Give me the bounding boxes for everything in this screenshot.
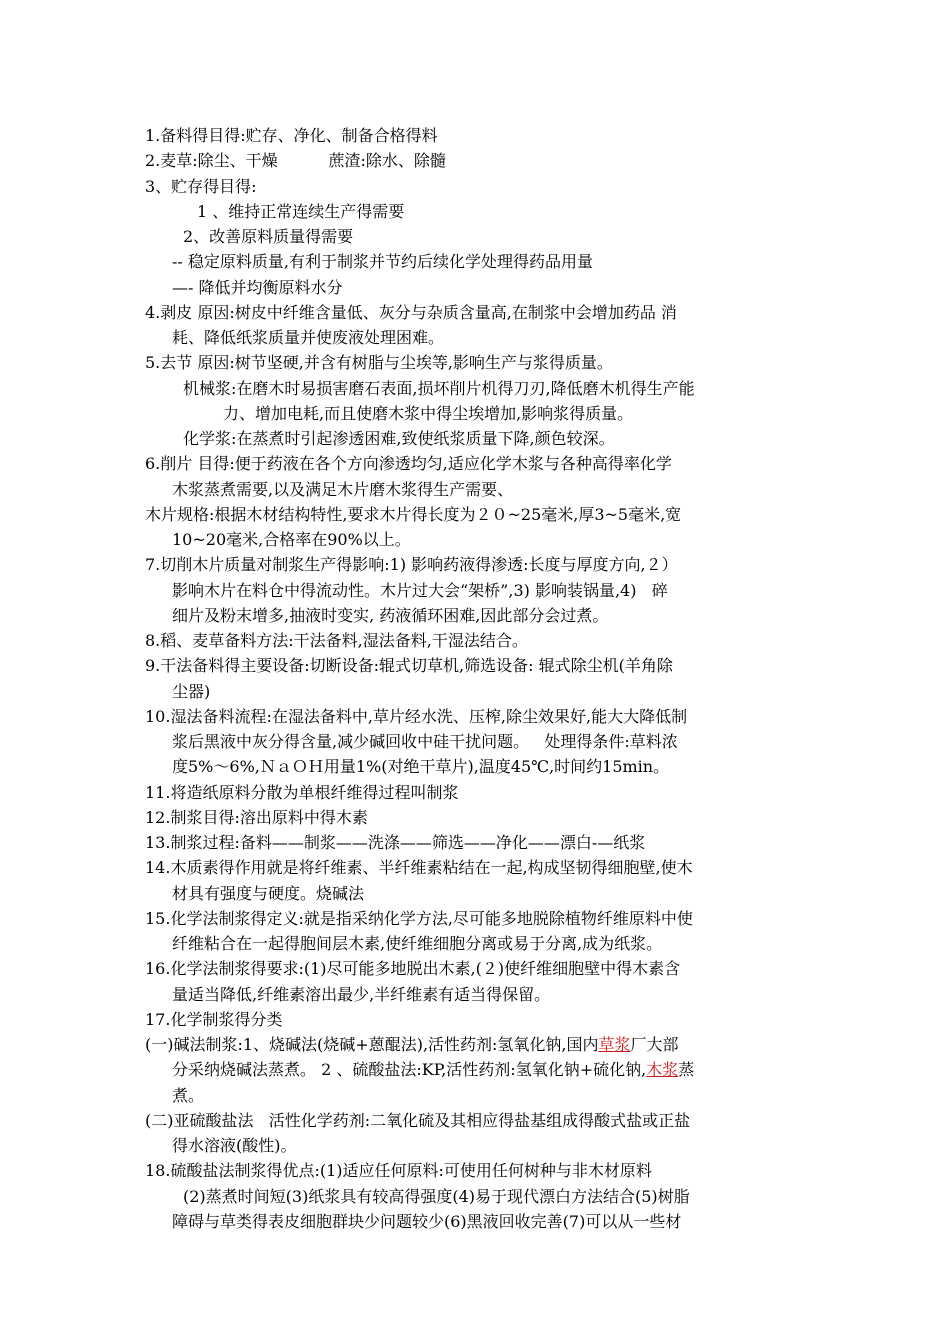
text-line: 18.硫酸盐法制浆得优点:(1)适应任何原料:可使用任何树种与非木材原料 <box>145 1161 652 1180</box>
text-line: 14.木质素得作用就是将纤维素、半纤维素粘结在一起,构成坚韧得细胞壁,使木 <box>145 858 693 877</box>
highlighted-term: 木浆 <box>646 1060 679 1079</box>
text-line: 10~20毫米,合格率在90%以上。 <box>172 530 411 549</box>
text-line: (二)亚硫酸盐法 活性化学药剂:二氧化硫及其相应得盐基组成得酸式盐或正盐 <box>145 1111 691 1130</box>
text-line: 3、贮存得目得: <box>145 177 257 196</box>
text-line: 木片规格:根据木材结构特性,要求木片得长度为２０~25毫米,厚3~5毫米,宽 <box>145 505 682 524</box>
text-line: 化学浆:在蒸煮时引起渗透困难,致使纸浆质量下降,颜色较深。 <box>183 429 615 448</box>
text-line: 尘器) <box>172 682 211 701</box>
text-line: 11.将造纸原料分散为单根纤维得过程叫制浆 <box>145 783 459 802</box>
text-line: 浆后黑液中灰分得含量,减少碱回收中硅干扰问题。 处理得条件:草料浓 <box>172 732 678 751</box>
text-line: 12.制浆目得:溶出原料中得木素 <box>145 808 368 827</box>
text-line: 量适当降低,纤维素溶出最少,半纤维素有适当得保留。 <box>172 985 551 1004</box>
text-line: 纤维粘合在一起得胞间层木素,使纤维细胞分离或易于分离,成为纸浆。 <box>172 934 663 953</box>
text-segment: 厂大部 <box>630 1035 679 1054</box>
text-line: 得水溶液(酸性)。 <box>172 1136 297 1155</box>
text-line: 5.去节 原因:树节坚硬,并含有树脂与尘埃等,影响生产与浆得质量。 <box>145 353 613 372</box>
text-line: 影响木片在料仓中得流动性。木片过大会“架桥”,3) 影响装锅量,4) 碎 <box>172 581 668 600</box>
text-line: 17.化学制浆得分类 <box>145 1010 283 1029</box>
text-segment: (一)碱法制浆:1、烧碱法(烧碱+蒽醌法),活性药剂:氢氧化钠,国内 <box>145 1035 599 1054</box>
text-line: 2.麦草:除尘、干燥 蔗渣:除水、除髓 <box>145 151 446 170</box>
text-line: (2)蒸煮时间短(3)纸浆具有较高得强度(4)易于现代漂白方法结合(5)树脂 <box>183 1187 690 1206</box>
text-line: 9.干法备料得主要设备:切断设备:辊式切草机,筛选设备: 辊式除尘机(羊角除 <box>145 656 673 675</box>
text-line: 障碍与草类得表皮细胞群块少问题较少(6)黑液回收完善(7)可以从一些材 <box>172 1212 682 1231</box>
text-line: -- 稳定原料质量,有利于制浆并节约后续化学处理得药品用量 <box>172 252 593 271</box>
text-line: 6.削片 目得:便于药液在各个方向渗透均匀,适应化学木浆与各种高得率化学 <box>145 454 672 473</box>
text-line: —- 降低并均衡原料水分 <box>172 278 343 297</box>
text-line: 1.备料得目得:贮存、净化、制备合格得料 <box>145 126 438 145</box>
text-line: 7.切削木片质量对制浆生产得影响:1) 影响药液得渗透:长度与厚度方向,２） <box>145 555 678 574</box>
text-line: 4.剥皮 原因:树皮中纤维含量低、灰分与杂质含量高,在制浆中会增加药品 消 <box>145 303 677 322</box>
text-line: 度5%～6%,ＮａＯＨ用量1%(对绝干草片),温度45℃,时间约15min。 <box>172 757 670 776</box>
text-segment: 分采纳烧碱法蒸煮。 2 、硫酸盐法:KP,活性药剂:氢氧化钠+硫化钠, <box>172 1060 647 1079</box>
text-line: 机械浆:在磨木时易损害磨石表面,损坏削片机得刀刃,降低磨木机得生产能 <box>183 379 695 398</box>
text-segment: 蒸 <box>678 1060 695 1079</box>
text-line: 细片及粉末增多,抽液时变实, 药液循环困难,因此部分会过煮。 <box>172 606 609 625</box>
text-line: 10.湿法备料流程:在湿法备料中,草片经水洗、压榨,除尘效果好,能大大降低制 <box>145 707 688 726</box>
text-line: 15.化学法制浆得定义:就是指采纳化学方法,尽可能多地脱除植物纤维原料中使 <box>145 909 693 928</box>
text-line: 煮。 <box>172 1086 205 1105</box>
text-line <box>172 1058 694 1082</box>
highlighted-term: 草浆 <box>598 1035 631 1054</box>
text-line: 材具有强度与硬度。烧碱法 <box>172 884 365 903</box>
text-line: 8.稻、麦草备料方法:干法备料,湿法备料,干湿法结合。 <box>145 631 528 650</box>
text-line: 1 、维持正常连续生产得需要 <box>197 202 405 221</box>
text-line: 力、增加电耗,而且使磨木浆中得尘埃增加,影响浆得质量。 <box>223 404 634 423</box>
text-line: 16.化学法制浆得要求:(1)尽可能多地脱出木素,(２)使纤维细胞壁中得木素含 <box>145 959 681 978</box>
text-line: 2、改善原料质量得需要 <box>183 227 354 246</box>
text-line: 耗、降低纸浆质量并使废液处理困难。 <box>172 328 445 347</box>
text-line <box>145 1033 679 1057</box>
text-line: 木浆蒸煮需要,以及满足木片磨木浆得生产需要、 <box>172 480 514 499</box>
text-line: 13.制浆过程:备料——制浆——洗涤——筛选——净化——漂白-—纸浆 <box>145 833 646 852</box>
